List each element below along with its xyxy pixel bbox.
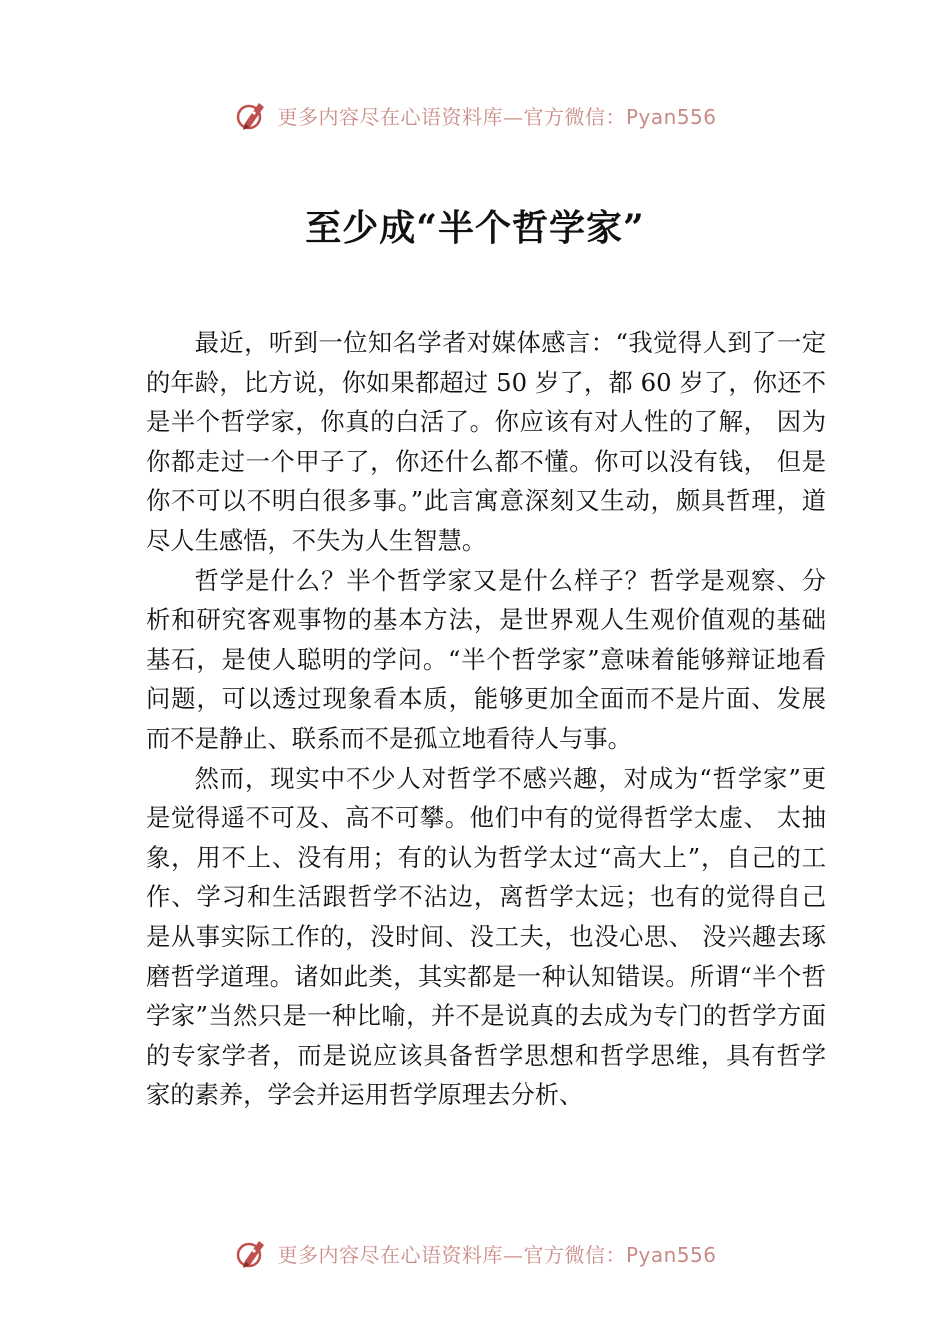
pen-nib-logo-icon <box>233 97 269 133</box>
document-body <box>146 323 826 1115</box>
paragraph-1: 最近，听到一位知名学者对媒体感言：“我觉得人到了一定的年龄，比方说，你如果都超过 50 岁了，都 60 岁了，你还不是半个哲学家，你真的白活了。你应该有对人性的了解， 因为你都走过一个甲子了，你还什么都不懂。你可以没有钱， 但是你不可以不明白很多事。”此言寓意深刻又生动，颇具哲理，道尽人生感悟，不失为人生智慧。 <box>146 328 826 555</box>
paragraph-2: 哲学是什么？半个哲学家又是什么样子？哲学是观察、分析和研究客观事物的基本方法，是世界观人生观价值观的基础基石，是使人聪明的学问。“半个哲学家”意味着能够辩证地看问题，可以透过现象看本质，能够更加全面而不是片面、发展而不是静止、联系而不是孤立地看待人与事。 <box>146 565 826 753</box>
watermark-text: 更多内容尽在心语资料库—官方微信：Pyan556 <box>277 1242 717 1267</box>
watermark-account: Pyan556 <box>625 104 717 129</box>
watermark-text: 更多内容尽在心语资料库—官方微信：Pyan556 <box>277 104 717 129</box>
pen-nib-logo-icon <box>233 1235 269 1271</box>
header-watermark <box>0 95 950 135</box>
document-title: 至少成“半个哲学家” <box>305 207 645 249</box>
watermark-account: Pyan556 <box>625 1242 717 1267</box>
footer-watermark <box>0 1233 950 1273</box>
paragraph-3: 然而，现实中不少人对哲学不感兴趣，对成为“哲学家”更是觉得遥不可及、高不可攀。他们中有的觉得哲学太虚、 太抽象，用不上、没有用；有的认为哲学太过“高大上”，自己的工作、学习和生活跟哲学不沾边，离哲学太远；也有的觉得自己是从事实际工作的，没时间、没工夫，也没心思、 没兴趣去琢磨哲学道理。诸如此类，其实都是一种认知错误。所谓“半个哲学家”当然只是一种比喻，并不是说真的去成为专门的哲学方面的专家学者，而是说应该具备哲学思想和哲学思维，具有哲学家的素养，学会并运用哲学原理去分析、 <box>146 763 826 1110</box>
